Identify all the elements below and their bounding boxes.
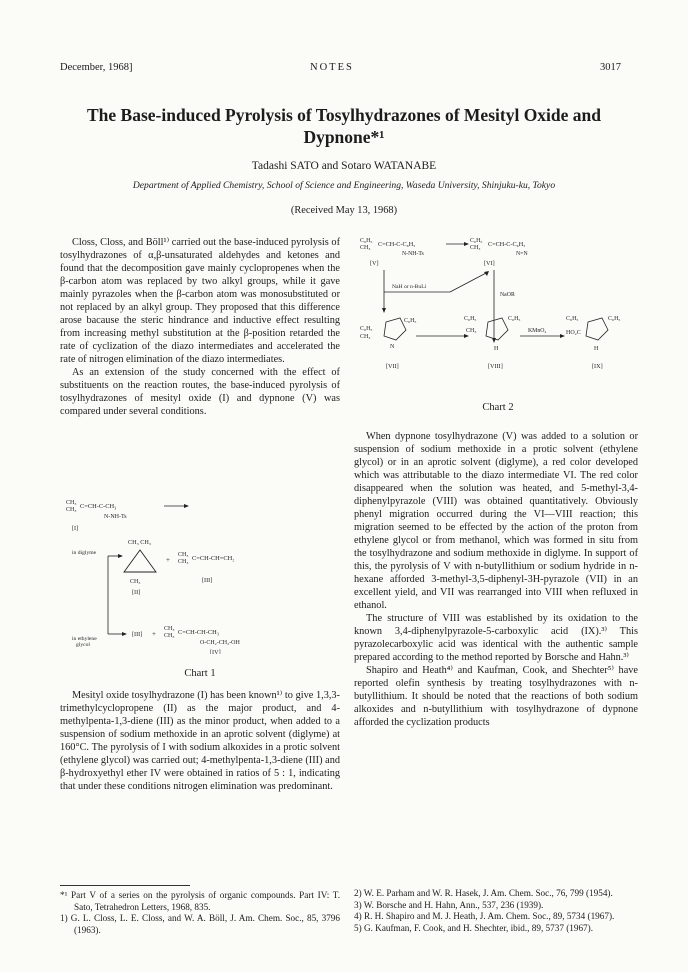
label-compound-5: [V]: [370, 260, 379, 267]
footnotes-left: [60, 890, 340, 936]
v-substituent: N-NH-Ts: [402, 251, 424, 257]
condition-glycol-1: in ethylene: [72, 636, 97, 642]
reagent-naor: NaOR: [500, 292, 515, 298]
footnote: 5) G. Kaufman, F. Cook, and H. Shechter, ibid., 89, 5737 (1967).: [354, 922, 594, 933]
diene-ch3-2: CH₃: [178, 559, 189, 565]
paragraph: As an extension of the study concerned with the effect of substituents on the reaction routes, the base-induced pyrolysis of tosylhydrazones of mesityl oxide (I) and dypnone (V) was compared under several conditions.: [60, 367, 340, 417]
label-compound-3b: [III]: [132, 631, 143, 638]
label-compound-1: [I]: [72, 525, 79, 532]
header-section: NOTES: [310, 62, 354, 73]
arrow-head: [184, 504, 189, 508]
chart-2-caption: Chart 2: [482, 402, 514, 413]
chart-1-caption: Chart 1: [184, 668, 216, 679]
vii-c6h5-right: C₆H₅: [404, 318, 417, 324]
left-column-intro: [60, 236, 340, 418]
paragraph: The structure of VIII was established by its oxidation to the known 3,4-diphenylpyrazole-5-carboxylic acid (IX).³⁾ This pyrazolecarboxylic acid was identical with the authentic sample prepared according to the method reported by Borsche and Hahn.³⁾: [354, 613, 638, 663]
label-compound-8: [VIII]: [488, 363, 503, 370]
label-compound-9: [IX]: [592, 363, 603, 370]
ether-formula: C=CH-CH-CH₃: [178, 629, 219, 636]
arrow-v-vi-head: [464, 242, 469, 246]
v-to-vii-head: [382, 308, 386, 313]
footnote: *¹ Part V of a series on the pyrolysis of organic compounds. Part IV: T. Sato, Tetrahedron Letters, 1968, 835.: [60, 890, 340, 912]
reactant-substituent: N-NH-Ts: [104, 514, 127, 520]
paragraph: Mesityl oxide tosylhydrazone (I) has been known¹⁾ to give 1,3,3-trimethylcyclopropene (II) as the major product, and 4-methylpenta-1,3-diene (III) as the minor product, when added to a suspension of sodium methoxide in an aprotic solvent (diglyme) at 160°C. The pyrolysis of I with sodium alkoxides in a protic solvent (ethylene glycol) was carried out; 4-methylpenta-1,3-diene (III) and β-hydroxyethyl ether IV were obtained in ratios of 5 : 1, indicating that under these conditions nitrogen elimination was predominant.: [60, 690, 340, 792]
article-title: [40, 104, 648, 148]
left-column-continued: [60, 689, 340, 793]
received-date: (Received May 13, 1968): [290, 205, 398, 216]
branch-arrow-bottom-head: [122, 632, 127, 636]
reactant-formula: C=CH-C-CH₃: [80, 503, 117, 510]
vi-ch3: CH₃: [470, 245, 481, 251]
vii-ch3: CH₃: [360, 334, 371, 340]
label-compound-2: [II]: [132, 589, 141, 596]
vi-c6h5: C₆H₅: [470, 238, 483, 244]
diene-ch3: CH₃: [178, 552, 189, 558]
ix-ho2c: HO₂C: [566, 330, 581, 336]
ix-c6h5-right: C₆H₅: [608, 316, 621, 322]
kmno4-reagent: KMnO₄: [528, 328, 547, 334]
ether-substituent: O-CH₂-CH₂-OH: [200, 640, 240, 646]
vii-n: N: [390, 344, 395, 350]
vii-c6h5: C₆H₅: [360, 326, 373, 332]
ix-h: H: [594, 346, 599, 352]
paragraph: Closs, Closs, and Böll¹⁾ carried out the base-induced pyrolysis of tosylhydrazones of α,β-unsaturated aldehydes and ketones and found that the decomposition gave mainly cyclopropenes when the β-carbon atom was replaced by two alkyl groups, while it gave mainly pyrazoles when the β-carbon atom was monosubstituted or not replaced by an alkyl group. They proposed that this difference arose bacause the steric hindrance and inductive effect resulting from increasing methyl substitution at the β-position retarded the rate of cyclization of the diazo intermediates and accelerated the rate of nitrogen elimination of the diazo intermediates.: [60, 237, 340, 365]
diene-formula: C=CH-CH=CH₂: [192, 555, 235, 562]
dimethyl-label: CH₃ CH₃: [128, 539, 152, 546]
chart-2-structures: [360, 232, 642, 396]
reactant-ch3-top: CH₃: [66, 500, 77, 506]
chart-1-structures: [60, 494, 340, 654]
right-column-text: [354, 430, 638, 729]
paragraph: Shapiro and Heath⁴⁾ and Kaufman, Cook, and Shechter⁵⁾ have reported olefin synthesis by treating tosylhydrazones with n-butyllithium. It should be noted that the reactions of both sodium alkoxides and n-butyllithium with tosylhydrazone of dypnone afforded the cyclization products: [354, 665, 638, 728]
vi-formula: C=CH-C-C₆H₅: [488, 241, 526, 248]
footnote-rule: [60, 885, 190, 886]
condition-glycol-2: glycol: [76, 642, 90, 648]
vi-substituent: N=N: [516, 251, 528, 257]
ix-c6h5: C₆H₅: [566, 316, 579, 322]
footnote: 2) W. E. Parham and W. R. Hasek, J. Am. Chem. Soc., 76, 799 (1954).: [354, 888, 613, 898]
affiliation: Department of Applied Chemistry, School of Science and Engineering, Waseda University, Shinjuku-ku, Tokyo: [132, 180, 556, 191]
v-formula: C=CH-C-C₆H₅: [378, 241, 416, 248]
branch-arrow-top-head: [118, 554, 123, 558]
ring-ch3: CH₃: [130, 579, 141, 585]
chart-1-scheme: [60, 494, 340, 654]
footnote: 1) G. L. Closs, L. E. Closs, and W. A. Böll, J. Am. Chem. Soc., 85, 3796 (1963).: [60, 913, 340, 935]
footnote: 3) W. Borsche and H. Hahn, Ann., 537, 236 (1939).: [354, 899, 544, 910]
label-compound-4: [IV]: [210, 649, 221, 654]
footnotes-right: [354, 888, 638, 934]
reactant-ch3-bottom: CH₃: [66, 507, 77, 513]
cyclopropene-ring: [124, 550, 156, 572]
pyrazole-ring-9: [586, 318, 608, 340]
ether-ch3-2: CH₃: [164, 633, 175, 639]
arrow-viii-ix-head: [560, 334, 565, 338]
v-c6h5: C₆H₅: [360, 238, 373, 244]
condition-diglyme: in diglyme: [72, 550, 97, 556]
authors: Tadashi SATO and Sotaro WATANABE: [251, 160, 437, 172]
reagent-nah-buli: NaH or n-BuLi: [392, 284, 427, 290]
title-line-1: The Base-induced Pyrolysis of Tosylhydrazones of Mesityl Oxide and: [86, 105, 602, 125]
pyrazole-ring-8: [486, 318, 508, 340]
viii-h: H: [494, 346, 499, 352]
plus-sign-2: +: [152, 630, 156, 638]
plus-sign: +: [166, 556, 170, 564]
v-ch3: CH₃: [360, 245, 371, 251]
label-compound-7: [VII]: [386, 363, 399, 370]
footnote: 4) R. H. Shapiro and M. J. Heath, J. Am. Chem. Soc., 89, 5734 (1967).: [354, 911, 615, 922]
viii-c6h5: C₆H₅: [464, 316, 477, 322]
arrow-vii-viii-head: [464, 334, 469, 338]
page-number: 3017: [600, 62, 621, 73]
label-compound-3: [III]: [202, 577, 213, 584]
title-line-2: Dypnone*¹: [303, 127, 385, 147]
viii-ch3: CH₃: [466, 328, 477, 334]
label-compound-6: [VI]: [484, 260, 495, 267]
ether-ch3: CH₃: [164, 626, 175, 632]
header-date: December, 1968]: [60, 62, 133, 73]
pyrazole-ring-7: [384, 318, 406, 340]
chart-2-scheme: [360, 232, 642, 396]
viii-c6h5-right: C₆H₅: [508, 316, 521, 322]
paragraph: When dypnone tosylhydrazone (V) was added to a solution or suspension of sodium methoxide in a protic solvent (ethylene glycol) or in an aprotic solvent (diglyme), a red color developed which was attributable to the diazo intermediate VI. The red color disappeared when the solution was heated, and 5-methyl-3,4-diphenylpyrazole (VIII) was obtained quantitatively. Obviously phenyl migration occurred during the VI—VIII reaction; this migration seemed to be effected by the action of the proton from ethylene glycol or from methanol, which was formed in situ from the tosylhydrazone and sodium methoxide in diglyme. In support of this, the pyrolysis of V with n-butyllithium or sodium hydride in n-hexane afforded 3-methyl-3,5-diphenyl-3H-pyrazole (VII) in an excellent yield, and VII was rearranged into VIII when refluxed in ethanol.: [354, 431, 638, 611]
v-diag-line: [450, 272, 488, 292]
